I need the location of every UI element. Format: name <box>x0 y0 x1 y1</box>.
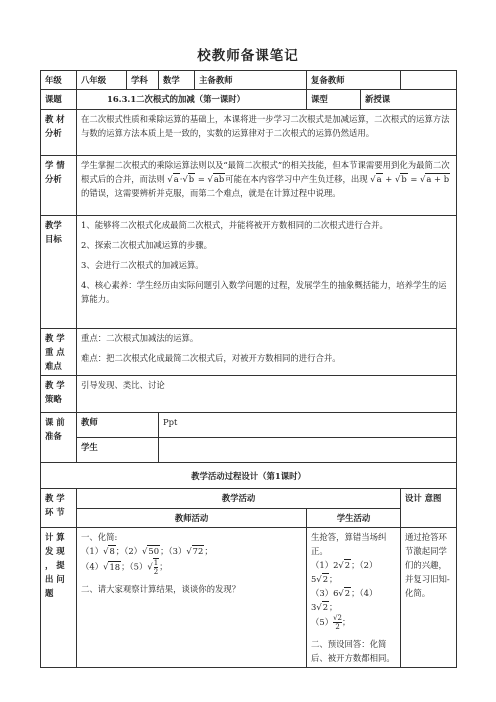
design-label: 设计 意图 <box>401 489 457 528</box>
goal-item: 2、探索二次根式加减运算的步骤。 <box>81 240 212 250</box>
stage-compute-discover: 计 算 发 现 ， 提 出 问题 <box>41 528 77 668</box>
lesson-type-label: 课型 <box>307 90 361 110</box>
goal-item: 1、能够将二次根式化成最简二次根式，并能将被开方数相同的二次根式进行合并。 <box>81 220 388 230</box>
process-title: 教学活动过程设计（第1课时） <box>41 463 457 489</box>
co-teacher-label: 复备教师 <box>307 71 401 90</box>
lesson-plan-table <box>40 70 457 668</box>
prep-teacher-value: Ppt <box>159 413 457 438</box>
co-teacher-value <box>401 71 457 90</box>
simplify-questions-line1: （1）√8；（2）√50；（3）√72； <box>81 546 213 556</box>
student-analysis-label: 学 情 分析 <box>41 156 77 216</box>
stage-label: 教 学 环 节 <box>41 489 77 528</box>
formula-addition-error: √a + √b = √a + b <box>370 174 450 184</box>
main-teacher-label: 主备教师 <box>195 71 307 90</box>
goal-item: 3、会进行二次根式的加减运算。 <box>81 260 204 270</box>
grade-value: 八年级 <box>77 71 127 90</box>
prep-student-label: 学生 <box>77 438 159 463</box>
answers-line2: （3）6√2；（4）3√2； <box>311 588 378 612</box>
lesson-type-value: 新授课 <box>361 90 457 110</box>
key-point: 重点：二次根式加减法的运算。 <box>81 333 199 343</box>
topic-label: 课题 <box>41 90 77 110</box>
goal-item: 4、核心素养：学生经历由实际问题引入数学问题的过程，发展学生的抽象概括能力，培养学生的运算能力。 <box>81 280 447 304</box>
difficult-point: 难点：把二次根式化成最简二次根式后，对被开方数相同的进行合并。 <box>81 353 341 363</box>
strategy-value: 引导发现、类比、讨论 <box>77 376 457 413</box>
student-activity-content: 生抢答，算错当场纠正。 （1）2√2；（2）5√2； （3）6√2；（4）3√2； （5） $\frac{√2}{2}$ ； 二、预设回答：化简后、被开方数都相同。 <box>307 528 401 668</box>
teacher-activity-content: 一、化简: （1）√8；（2）√50；（3）√72； （4）√18；（5）√ $\frac{1}{2}$ ； 二、请大家观察计算结果，谈谈你的发现？ <box>77 528 307 668</box>
keypoints-text <box>77 329 457 376</box>
student-activity-label: 学生活动 <box>307 509 401 528</box>
goals-list <box>77 216 457 329</box>
formula-multiplication: √a·√b = √ab <box>167 174 225 184</box>
prep-student-value <box>159 438 457 463</box>
material-analysis-label: 教 材 分析 <box>41 110 77 156</box>
topic-value: 16.3.1二次根式的加减（第一课时） <box>77 90 307 110</box>
teacher-activity-label: 教师活动 <box>77 509 307 528</box>
keypoints-label: 教 学 重 点 难点 <box>41 329 77 376</box>
student-analysis-text: 学生掌握二次根式的乘除运算法则以及“最简二次根式”的相关技能，但本节课需要用到化为最简二次根式后的合并，而法则 √a·√b = √ab可能在本内容学习中产生负迁移，出现 √a + √b = √a + b的错误，这需要辨析并克服，而第二个难点，就是在计算过程中说理。 <box>77 156 457 216</box>
answers-line1: （1）2√2；（2）5√2； <box>311 560 378 584</box>
goals-label: 教学 目标 <box>41 216 77 329</box>
subject-value: 数学 <box>159 71 195 90</box>
subject-label: 学科 <box>127 71 159 90</box>
student-answer-2: 二、预设回答：化简后、被开方数都相同。 <box>311 639 395 663</box>
strategy-label: 教 学 策略 <box>41 376 77 413</box>
grade-label: 年级 <box>41 71 77 90</box>
simplify-questions-line2: （4）√18；（5）√ $\frac{1}{2}$ ； <box>81 559 168 576</box>
activity-label: 教学活动 <box>77 489 401 509</box>
prep-label: 课 前 准备 <box>41 413 77 463</box>
material-analysis-text: 在二次根式性质和乘除运算的基础上，本课将进一步学习二次根式是加减运算，二次根式的运算方法与数的运算方法本质上是一致的，实数的运算律对于二次根式的运算仍然适用。 <box>77 110 457 156</box>
teacher-question-2: 二、请大家观察计算结果，谈谈你的发现？ <box>81 584 241 594</box>
design-intent-text: 通过抢答环节激起同学们的兴趣，并复习旧知-化简。 <box>401 528 457 668</box>
page-title: 校教师备课笔记 <box>197 48 299 64</box>
prep-teacher-label: 教师 <box>77 413 159 438</box>
answers-line3: （5） $\frac{√2}{2}$ ； <box>311 614 351 631</box>
